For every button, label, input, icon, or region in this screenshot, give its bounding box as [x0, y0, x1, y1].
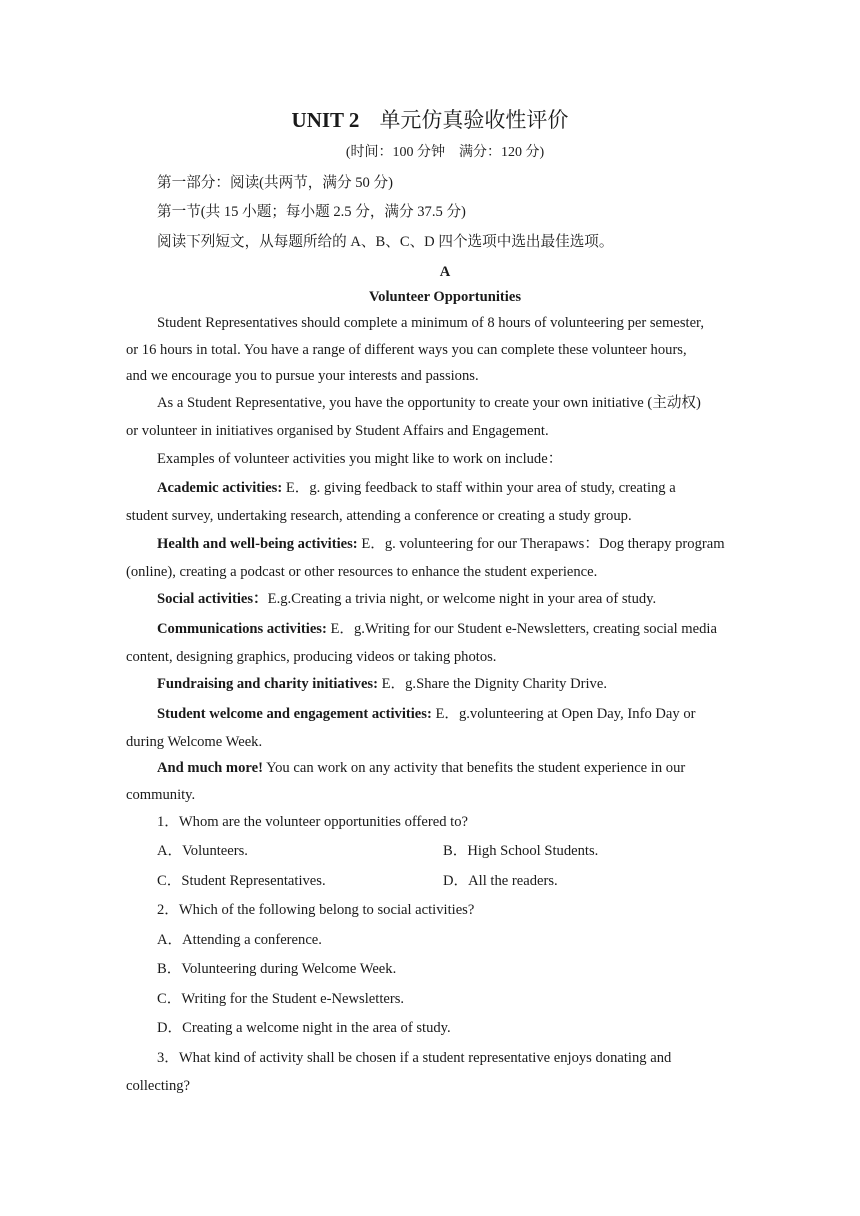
academic-activities-line-2: student survey, undertaking research, attending a conference or creating a study group.	[126, 508, 632, 524]
question-1-option-c: C．Student Representatives.	[157, 873, 326, 889]
question-3-stem: 3．What kind of activity shall be chosen if a student representative enjoys donating and	[157, 1050, 672, 1066]
fundraising-label: Fundraising and charity initiatives:	[157, 676, 378, 692]
fundraising-activities: Fundraising and charity initiatives: E．g.Share the Dignity Charity Drive.	[157, 676, 607, 692]
passage-letter: A	[439, 264, 451, 280]
question-2-option-c: C．Writing for the Student e-Newsletters.	[157, 991, 405, 1007]
academic-activities: Academic activities: E．g. giving feedback to staff within your area of study, creating a	[157, 480, 676, 496]
question-1-option-d: D．All the readers.	[443, 873, 558, 889]
health-label: Health and well-being activities:	[157, 536, 358, 552]
paragraph-3: Examples of volunteer activities you might like to work on include：	[157, 451, 563, 467]
welcome-label: Student welcome and engagement activities:	[157, 706, 432, 722]
social-label: Social activities：	[157, 591, 268, 607]
question-2-stem: 2．Which of the following belong to social activities?	[157, 902, 475, 918]
passage-title: Volunteer Opportunities	[368, 289, 522, 305]
much-more: And much more! You can work on any activity that benefits the student experience in our	[157, 760, 686, 776]
question-1-option-b: B．High School Students.	[443, 843, 599, 859]
question-1-stem: 1．Whom are the volunteer opportunities offered to?	[157, 814, 468, 830]
social-activities: Social activities：E.g.Creating a trivia night, or welcome night in your area of study.	[157, 591, 657, 607]
welcome-activities-line-2: during Welcome Week.	[126, 734, 263, 750]
paragraph-2-line-1: As a Student Representative, you have the opportunity to create your own initiative (主动权)	[157, 395, 701, 411]
question-2-option-b: B．Volunteering during Welcome Week.	[157, 961, 397, 977]
much-more-line-2: community.	[126, 787, 196, 803]
exam-meta: (时间：100 分钟 满分：120 分)	[345, 145, 545, 160]
health-activities: Health and well-being activities: E．g. volunteering for our Therapaws：Dog therapy program	[157, 536, 725, 552]
paragraph-1-line-1: Student Representatives should complete a minimum of 8 hours of volunteering per semester,	[157, 315, 704, 331]
unit-label: UNIT 2	[291, 108, 360, 132]
paragraph-2-line-2: or volunteer in initiatives organised by Student Affairs and Engagement.	[126, 423, 549, 439]
health-activities-line-2: (online), creating a podcast or other resources to enhance the student experience.	[126, 564, 598, 580]
paragraph-1-line-2: or 16 hours in total. You have a range of different ways you can complete these volunteer hours,	[126, 342, 687, 358]
communications-activities: Communications activities: E．g.Writing for our Student e-Newsletters, creating social media	[157, 621, 717, 637]
question-2-option-d: D．Creating a welcome night in the area of study.	[157, 1020, 451, 1036]
question-1-option-a: A．Volunteers.	[157, 843, 248, 859]
much-more-label: And much more!	[157, 760, 263, 776]
welcome-activities: Student welcome and engagement activities: E．g.volunteering at Open Day, Info Day or	[157, 706, 696, 722]
unit-title: 单元仿真验收性评价	[379, 108, 569, 132]
question-3-stem-line-2: collecting?	[126, 1078, 191, 1094]
page-title	[0, 104, 860, 134]
communications-activities-line-2: content, designing graphics, producing videos or taking photos.	[126, 649, 497, 665]
paragraph-1-line-3: and we encourage you to pursue your interests and passions.	[126, 368, 479, 384]
communications-label: Communications activities:	[157, 621, 327, 637]
question-2-option-a: A．Attending a conference.	[157, 932, 322, 948]
part-heading: 第一部分：阅读(共两节，满分 50 分)	[157, 175, 393, 191]
reading-direction: 阅读下列短文，从每题所给的 A、B、C、D 四个选项中选出最佳选项。	[157, 234, 614, 250]
academic-label: Academic activities:	[157, 480, 283, 496]
section-heading: 第一节(共 15 小题；每小题 2.5 分，满分 37.5 分)	[157, 204, 466, 220]
